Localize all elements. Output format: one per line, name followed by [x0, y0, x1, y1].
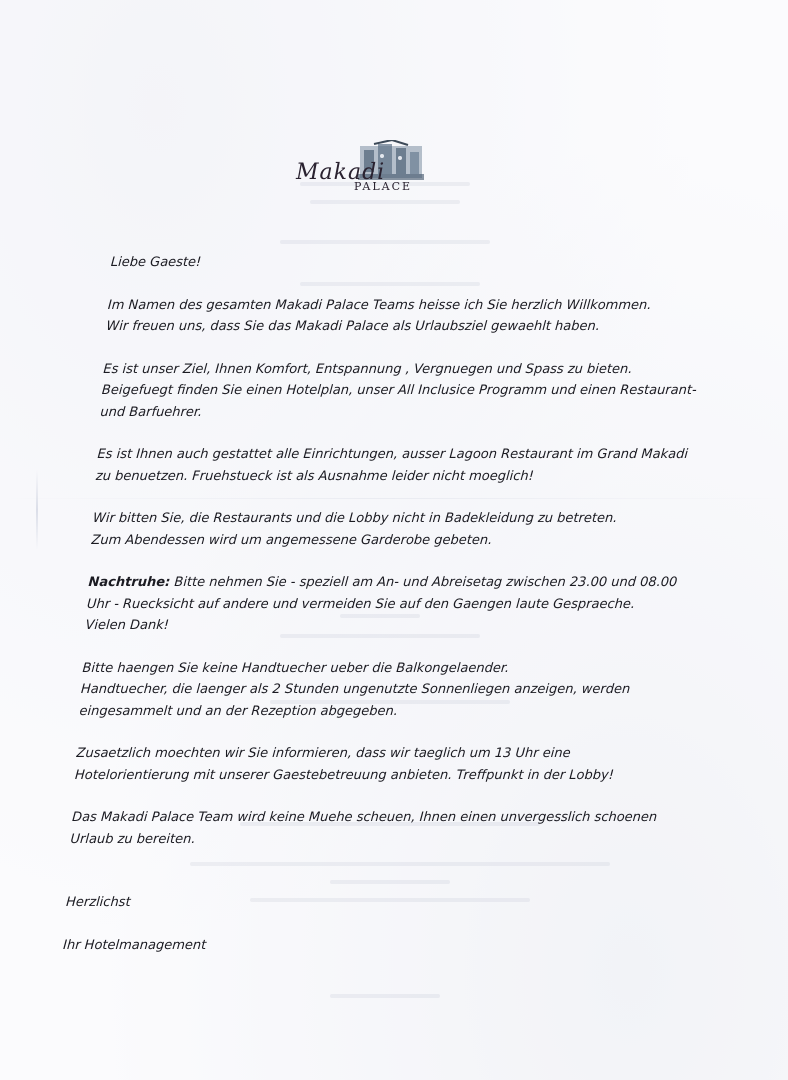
quiet-hours-label: Nachtruhe: — [87, 575, 171, 590]
letter-body — [62, 252, 741, 956]
paragraph-facilities: Es ist Ihnen auch gestattet alle Einrichtungen, ausser Lagoon Restaurant im Grand Makadi zu benuetzen. Fruehstueck ist als Ausnahme leider nicht moeglich! — [95, 447, 689, 484]
bleed-through-line — [310, 200, 460, 204]
logo-wordmark: Makadi — [296, 160, 386, 185]
signature: Ihr Hotelmanagement — [62, 937, 207, 953]
paragraph-orientation: Zusaetzlich moechten wir Sie informieren, dass wir taeglich um 13 Uhr eine Hotelorientierung mit unserer Gaestebetreuung anbieten. Treffpunkt in der Lobby! — [74, 746, 615, 783]
paragraph-goals: Es ist unser Ziel, Ihnen Komfort, Entspannung , Vergnuegen und Spass zu bieten. Beigefuegt finden Sie einen Hotelplan, unser All Inclusice Programm und einen Restaurant- und Barfuehrer. — [99, 361, 698, 420]
paragraph-farewell: Das Makadi Palace Team wird keine Muehe scheuen, Ihnen einen unvergesslich schoenen Urlaub zu bereiten. — [70, 810, 658, 847]
salutation: Liebe Gaeste! — [110, 255, 202, 270]
bleed-through-line — [330, 994, 440, 998]
paper-fold-mark — [36, 470, 38, 550]
paragraph-dress-code: Wir bitten Sie, die Restaurants und die Lobby nicht in Badekleidung zu betreten. Zum Abendessen wird um angemessene Garderobe gebeten. — [90, 511, 618, 548]
logo-subtitle: PALACE — [354, 180, 413, 193]
quiet-hours-text: Bitte nehmen Sie - speziell am An- und Abreisetag zwischen 23.00 und 08.00 Uhr - Ruecksicht auf andere und vermeiden Sie auf den Gaengen laute Gespraeche. Vielen Dank! — [84, 575, 678, 633]
paragraph-welcome: Im Namen des gesamten Makadi Palace Teams heisse ich Sie herzlich Willkommen. Wir freuen uns, dass Sie das Makadi Palace als Urlaubsziel gewaehlt haben. — [105, 297, 652, 334]
closing: Herzlichst — [65, 895, 132, 910]
hotel-logo — [292, 136, 442, 196]
paragraph-towels: Bitte haengen Sie keine Handtuecher ueber die Balkongelaender. Handtuecher, die laenger als 2 Stunden ungenutzte Sonnenliegen anzeigen, werden eingesammelt und an der Rezeption abgegeben. — [78, 660, 631, 719]
paragraph-quiet-hours — [85, 572, 720, 637]
bleed-through-line — [280, 240, 490, 244]
